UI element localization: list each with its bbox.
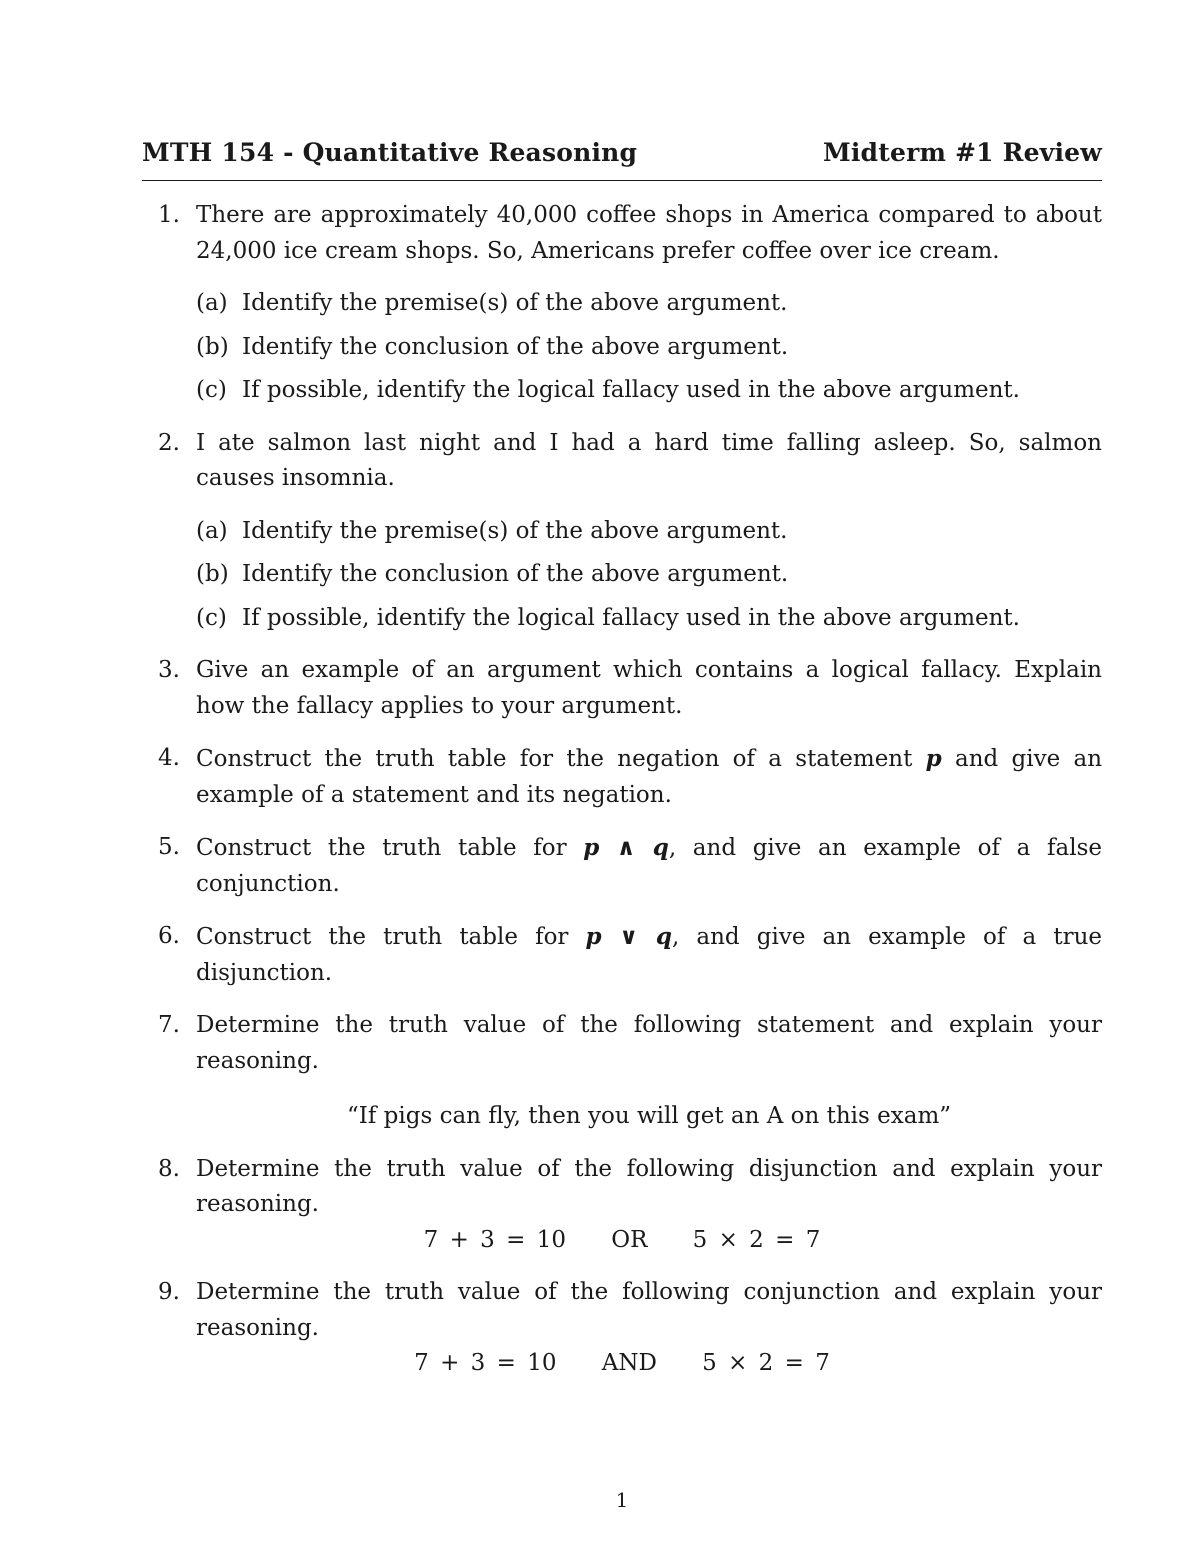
part-b <box>196 330 1102 366</box>
text-before: Construct the truth table for <box>196 835 567 861</box>
problem-text: Determine the truth value of the following disjunction and explain your reasoning. <box>196 1155 1102 1217</box>
problem-3 <box>142 653 1102 724</box>
problem-number: 5. <box>158 834 180 860</box>
part-text: Identify the premise(s) of the above argument. <box>242 290 788 316</box>
part-label: (c) <box>196 604 227 631</box>
equation: 7 + 3 = 10 AND 5 × 2 = 7 <box>414 1350 830 1376</box>
problem-number: 6. <box>158 923 180 949</box>
part-label: (a) <box>196 290 228 316</box>
problem-number: 8. <box>158 1155 180 1182</box>
text-before: Construct the truth table for <box>196 924 569 950</box>
problem-2 <box>142 426 1102 637</box>
problem-parts <box>196 286 1102 409</box>
problem-6 <box>142 919 1102 991</box>
part-label: (b) <box>196 333 229 360</box>
problem-number: 3. <box>158 657 180 683</box>
problem-number: 7. <box>158 1012 180 1038</box>
problem-number: 9. <box>158 1279 180 1305</box>
problem-text <box>196 830 1102 902</box>
part-a <box>196 514 1102 550</box>
equation: 7 + 3 = 10 OR 5 × 2 = 7 <box>423 1226 821 1253</box>
problem-8 <box>142 1152 1102 1259</box>
part-a <box>196 286 1102 322</box>
part-text: Identify the conclusion of the above argument. <box>242 561 789 587</box>
problem-1 <box>142 198 1102 409</box>
part-b <box>196 557 1102 593</box>
page-number: 1 <box>615 1488 629 1512</box>
part-text: If possible, identify the logical fallacy used in the above argument. <box>242 377 1020 403</box>
problem-text: There are approximately 40,000 coffee shops in America compared to about 24,000 ice cream shops. So, Americans prefer coffee over ice cream. <box>196 202 1102 264</box>
math-symbol: p <box>925 745 942 772</box>
problem-list <box>142 198 1102 1382</box>
text-after: , and give an example of a true disjunction. <box>196 924 1102 986</box>
problem-number: 4. <box>158 745 180 771</box>
part-c <box>196 373 1102 409</box>
problem-text: Determine the truth value of the following conjunction and explain your reasoning. <box>196 1279 1102 1341</box>
text-after: , and give an example of a false conjunction. <box>196 835 1103 897</box>
problem-text <box>196 919 1102 991</box>
problem-4 <box>142 741 1102 813</box>
document-page <box>142 0 1102 1553</box>
part-c <box>196 601 1102 637</box>
problem-7 <box>142 1008 1102 1135</box>
part-label: (a) <box>196 517 228 544</box>
part-label: (b) <box>196 561 229 587</box>
problem-text: Determine the truth value of the following statement and explain your reasoning. <box>196 1012 1102 1074</box>
problem-number: 2. <box>158 429 180 456</box>
part-text: Identify the conclusion of the above argument. <box>242 333 789 360</box>
course-title: MTH 154 - Quantitative Reasoning <box>142 138 638 167</box>
problem-text <box>196 741 1102 813</box>
text-after: and give an example of a statement and its negation. <box>196 746 1103 808</box>
problem-5 <box>142 830 1102 902</box>
text-before: Construct the truth table for the negation of a statement <box>196 746 913 772</box>
part-label: (c) <box>196 377 227 403</box>
part-text: If possible, identify the logical fallacy used in the above argument. <box>242 604 1020 631</box>
problem-9 <box>142 1275 1102 1382</box>
problem-text: Give an example of an argument which contains a logical fallacy. Explain how the fallacy applies to your argument. <box>196 657 1102 719</box>
exam-title: Midterm #1 Review <box>822 138 1102 167</box>
quoted-statement: “If pigs can fly, then you will get an A on this exam” <box>346 1103 952 1129</box>
problem-parts <box>196 514 1102 637</box>
problem-text: I ate salmon last night and I had a hard time falling asleep. So, salmon causes insomnia. <box>196 429 1102 491</box>
problem-list-container <box>142 198 1102 1399</box>
problem-number: 1. <box>158 202 180 228</box>
page-header <box>142 138 1102 167</box>
part-text: Identify the premise(s) of the above argument. <box>242 517 788 544</box>
header-rule <box>142 180 1102 181</box>
math-symbol: p ∨ q <box>585 923 672 950</box>
math-symbol: p ∧ q <box>583 834 669 861</box>
